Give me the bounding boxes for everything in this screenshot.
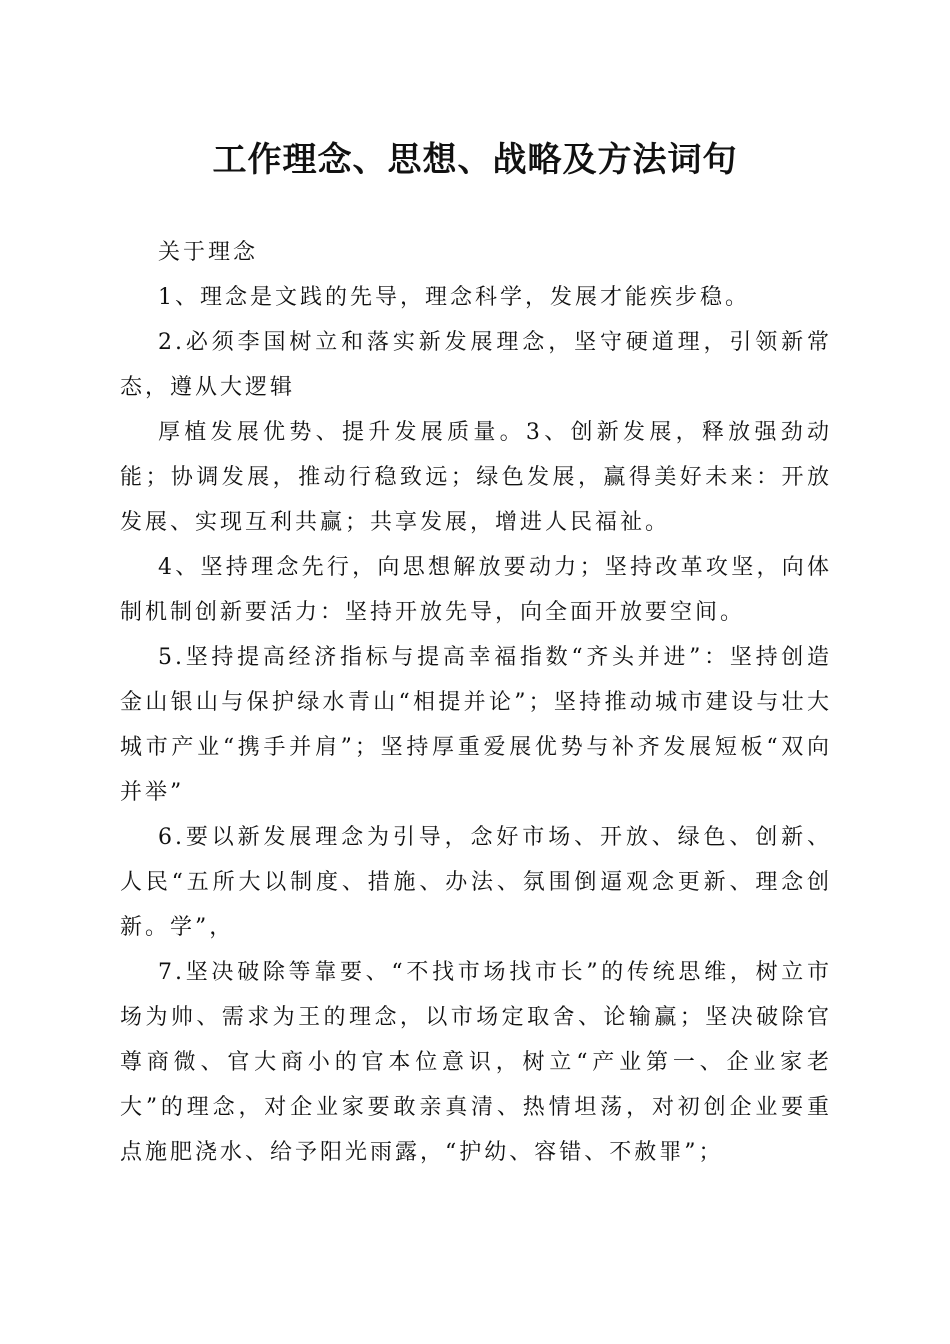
paragraph: 1、理念是文践的先导，理念科学，发展才能疾步稳。 bbox=[158, 285, 750, 310]
paragraph: 7.坚决破除等靠要、“不找市场找市长”的传统思维，树立市场为帅、需求为王的理念，以市场定取舍、论输赢；坚决破除官尊商微、官大商小的官本位意识，树立“产业第一、企业家老大”的理念，对企业家要敢亲真清、热情坦荡，对初创企业要重点施肥浇水、给予阳光雨露，“护幼、容错、不赦罪”； bbox=[120, 960, 832, 1165]
paragraph: 6.要以新发展理念为引导，念好市场、开放、绿色、创新、人民“五所大以制度、措施、办法、氛围倒逼观念更新、理念创新。学”， bbox=[120, 825, 832, 940]
document-body bbox=[120, 230, 832, 1175]
paragraph: 5.坚持提高经济指标与提高幸福指数“齐头并进”：坚持创造金山银山与保护绿水青山“相提并论”；坚持推动城市建设与壮大城市产业“携手并肩”；坚持厚重爱展优势与补齐发展短板“双向并举” bbox=[120, 645, 832, 805]
section-heading: 关于理念 bbox=[158, 240, 259, 265]
paragraph: 厚植发展优势、提升发展质量。3、创新发展，释放强劲动能；协调发展，推动行稳致远；绿色发展，赢得美好未来：开放发展、实现互利共赢；共享发展，增进人民福祉。 bbox=[120, 420, 832, 535]
paragraph: 4、坚持理念先行，向思想解放要动力；坚持改革攻坚，向体制机制创新要活力：坚持开放先导，向全面开放要空间。 bbox=[120, 555, 832, 625]
document-title: 工作理念、思想、战略及方法词句 bbox=[212, 140, 738, 180]
paragraph: 2.必须李国树立和落实新发展理念，坚守硬道理，引领新常态，遵从大逻辑 bbox=[120, 330, 832, 400]
